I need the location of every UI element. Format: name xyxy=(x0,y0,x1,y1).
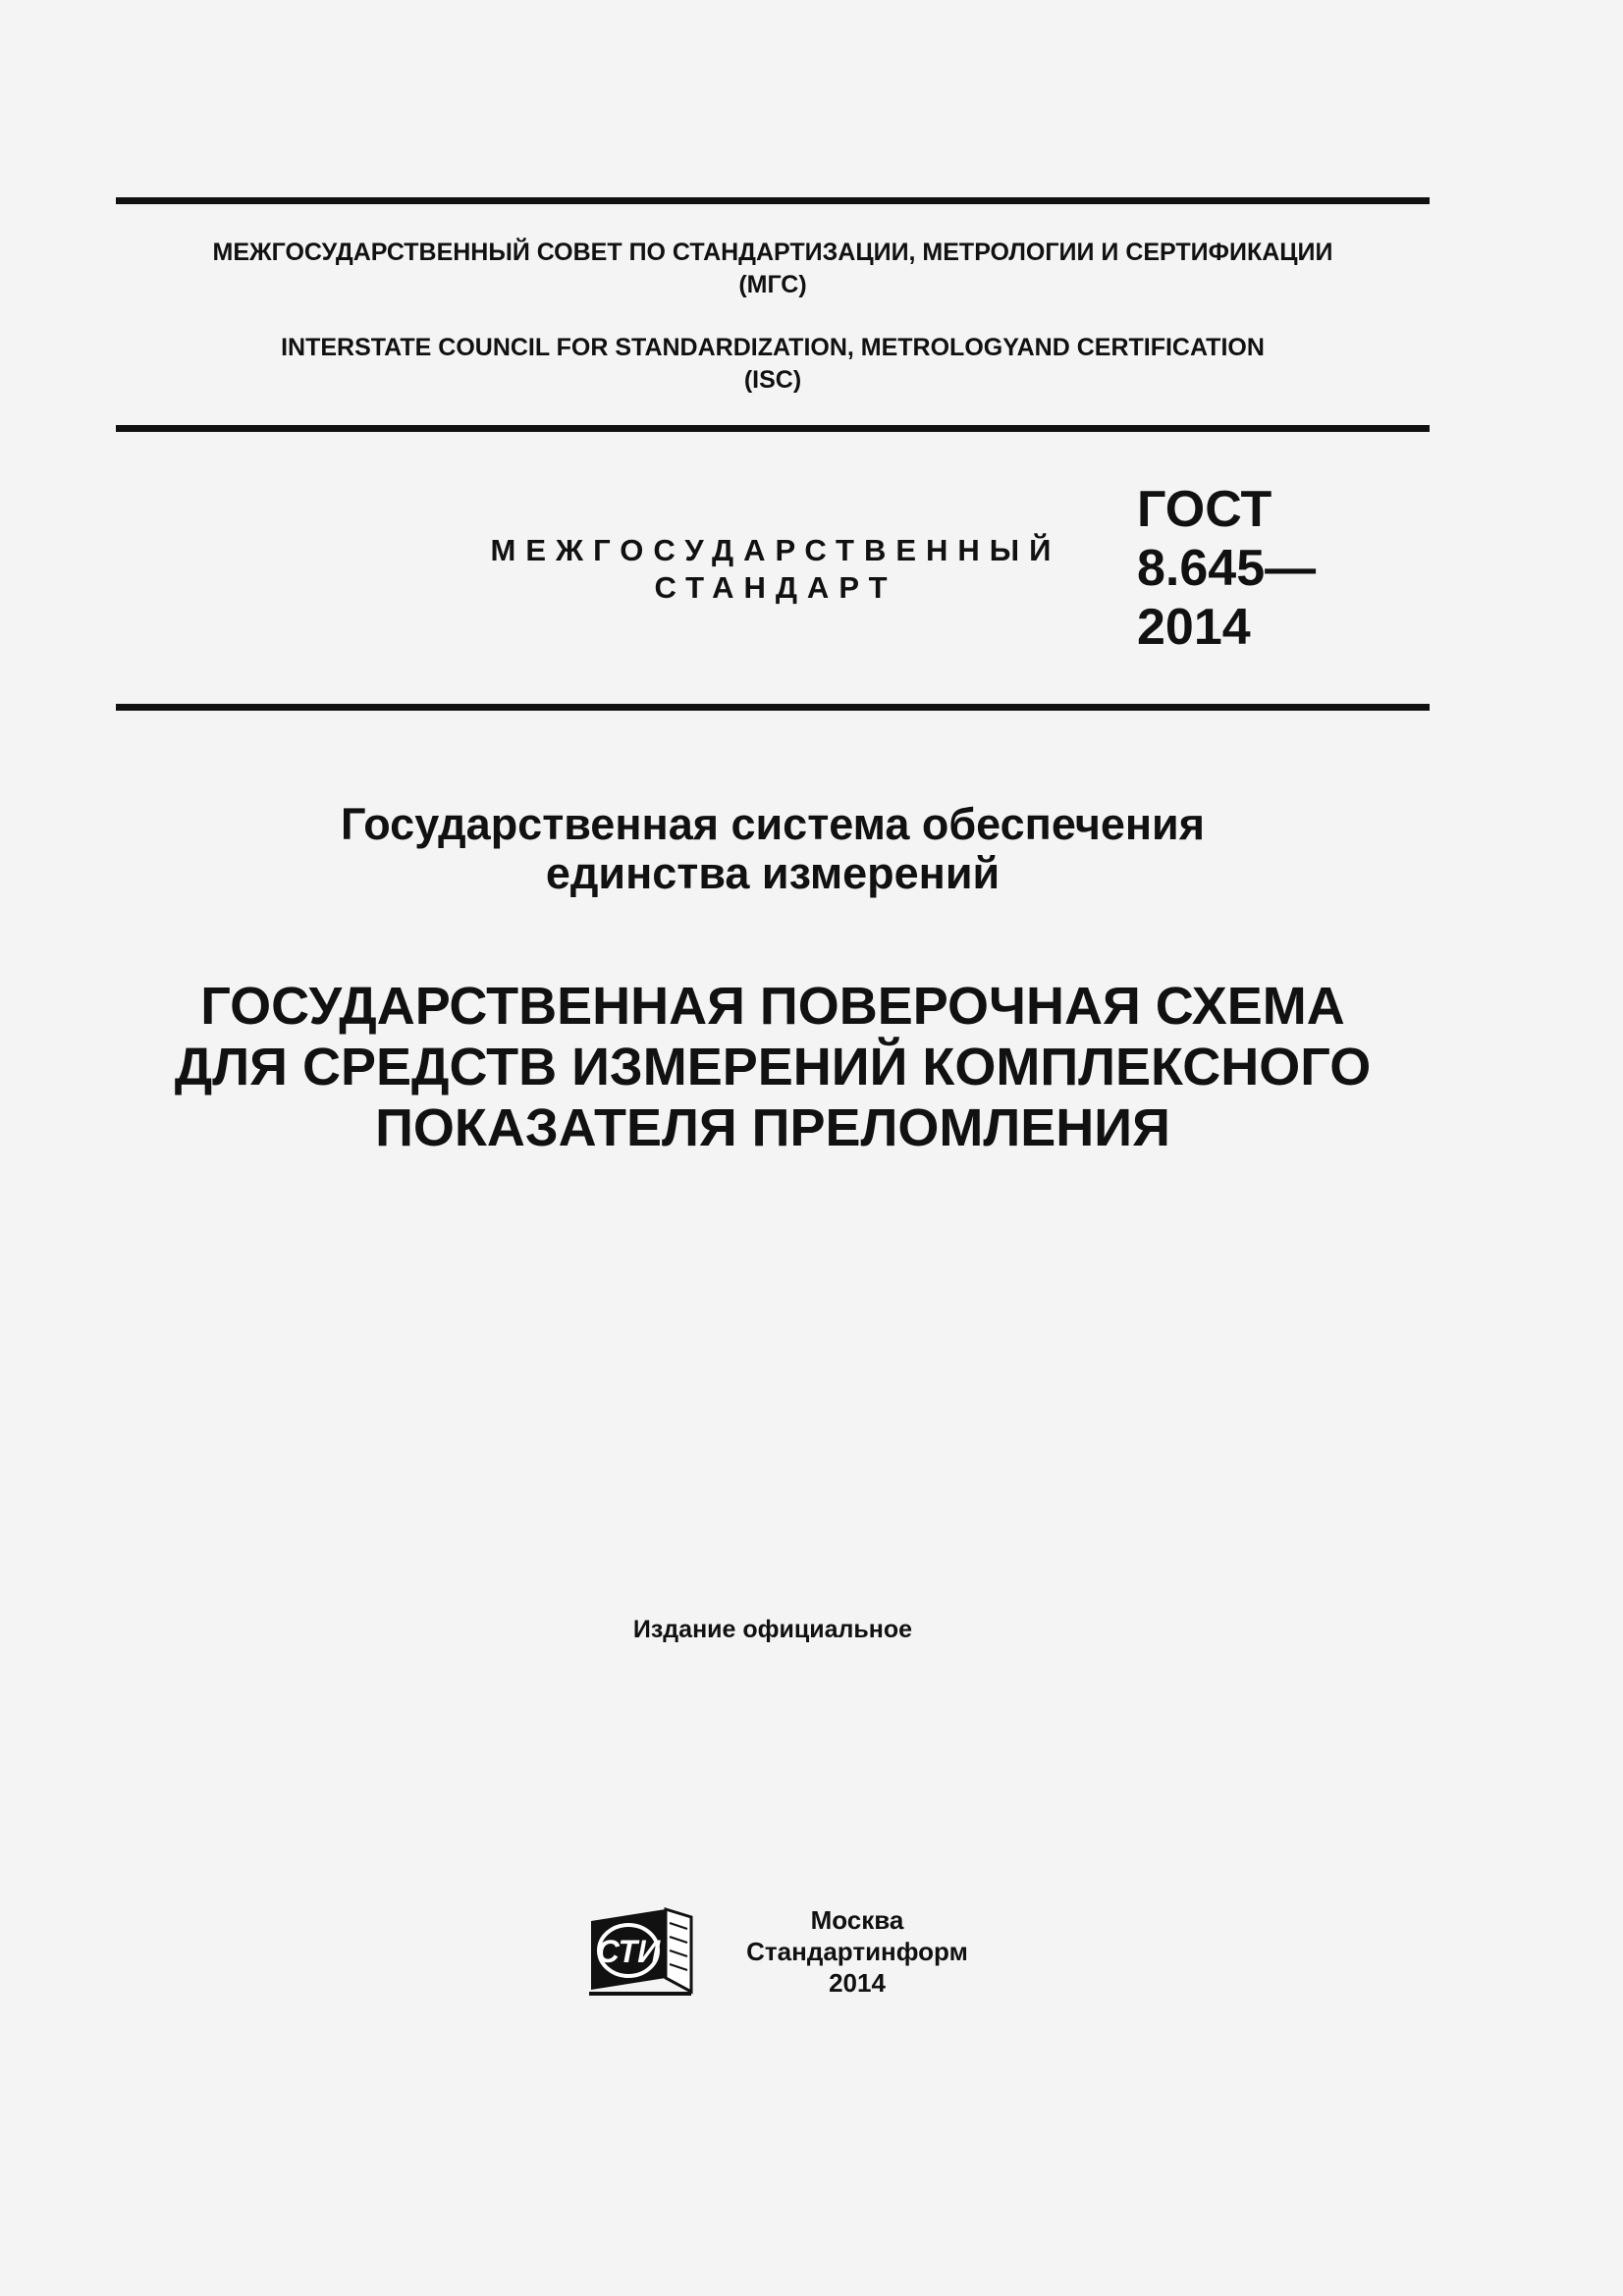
standard-kind xyxy=(432,532,1119,607)
edition-note: Издание официальное xyxy=(632,1616,913,1643)
imprint-city: Москва xyxy=(810,1905,904,1935)
council-name-ru xyxy=(116,237,1430,301)
series-title xyxy=(116,800,1430,898)
top-divider xyxy=(116,197,1430,204)
gost-designation xyxy=(1137,480,1316,657)
council-abbr-ru: (МГС) xyxy=(738,271,807,298)
publisher-imprint xyxy=(715,1904,1000,1999)
document-title-line-3: ПОКАЗАТЕЛЯ ПРЕЛОМЛЕНИЯ xyxy=(375,1098,1170,1157)
council-name-ru-line: МЕЖГОСУДАРСТВЕННЫЙ СОВЕТ ПО СТАНДАРТИЗАЦИИ, МЕТРОЛОГИИ И СЕРТИФИКАЦИИ xyxy=(212,239,1333,266)
document-title-line-1: ГОСУДАРСТВЕННАЯ ПОВЕРОЧНАЯ СХЕМА xyxy=(200,977,1345,1036)
standartinform-logo-icon xyxy=(587,1907,695,1998)
gost-year: 2014 xyxy=(1137,599,1251,656)
imprint-year: 2014 xyxy=(829,1968,886,1998)
series-title-line-1: Государственная система обеспечения xyxy=(341,799,1205,849)
standard-kind-line-2: СТАНДАРТ xyxy=(654,570,897,605)
logo-letters: СТИ xyxy=(596,1934,661,1969)
standard-kind-line-1: МЕЖГОСУДАРСТВЕННЫЙ xyxy=(490,533,1061,567)
gost-prefix: ГОСТ xyxy=(1137,481,1272,538)
title-divider xyxy=(116,704,1430,711)
council-name-en-line: INTERSTATE COUNCIL FOR STANDARDIZATION, METROLOGYAND CERTIFICATION xyxy=(281,334,1265,361)
imprint-publisher: Стандартинформ xyxy=(746,1937,968,1966)
gost-number: 8.645— xyxy=(1137,540,1317,597)
council-name-en xyxy=(116,332,1430,397)
series-title-line-2: единства измерений xyxy=(545,848,1001,898)
council-abbr-en: (ISC) xyxy=(743,366,802,394)
header-divider xyxy=(116,425,1430,432)
document-title-line-2: ДЛЯ СРЕДСТВ ИЗМЕРЕНИЙ КОМПЛЕКСНОГО xyxy=(174,1038,1372,1096)
document-title xyxy=(116,976,1430,1158)
